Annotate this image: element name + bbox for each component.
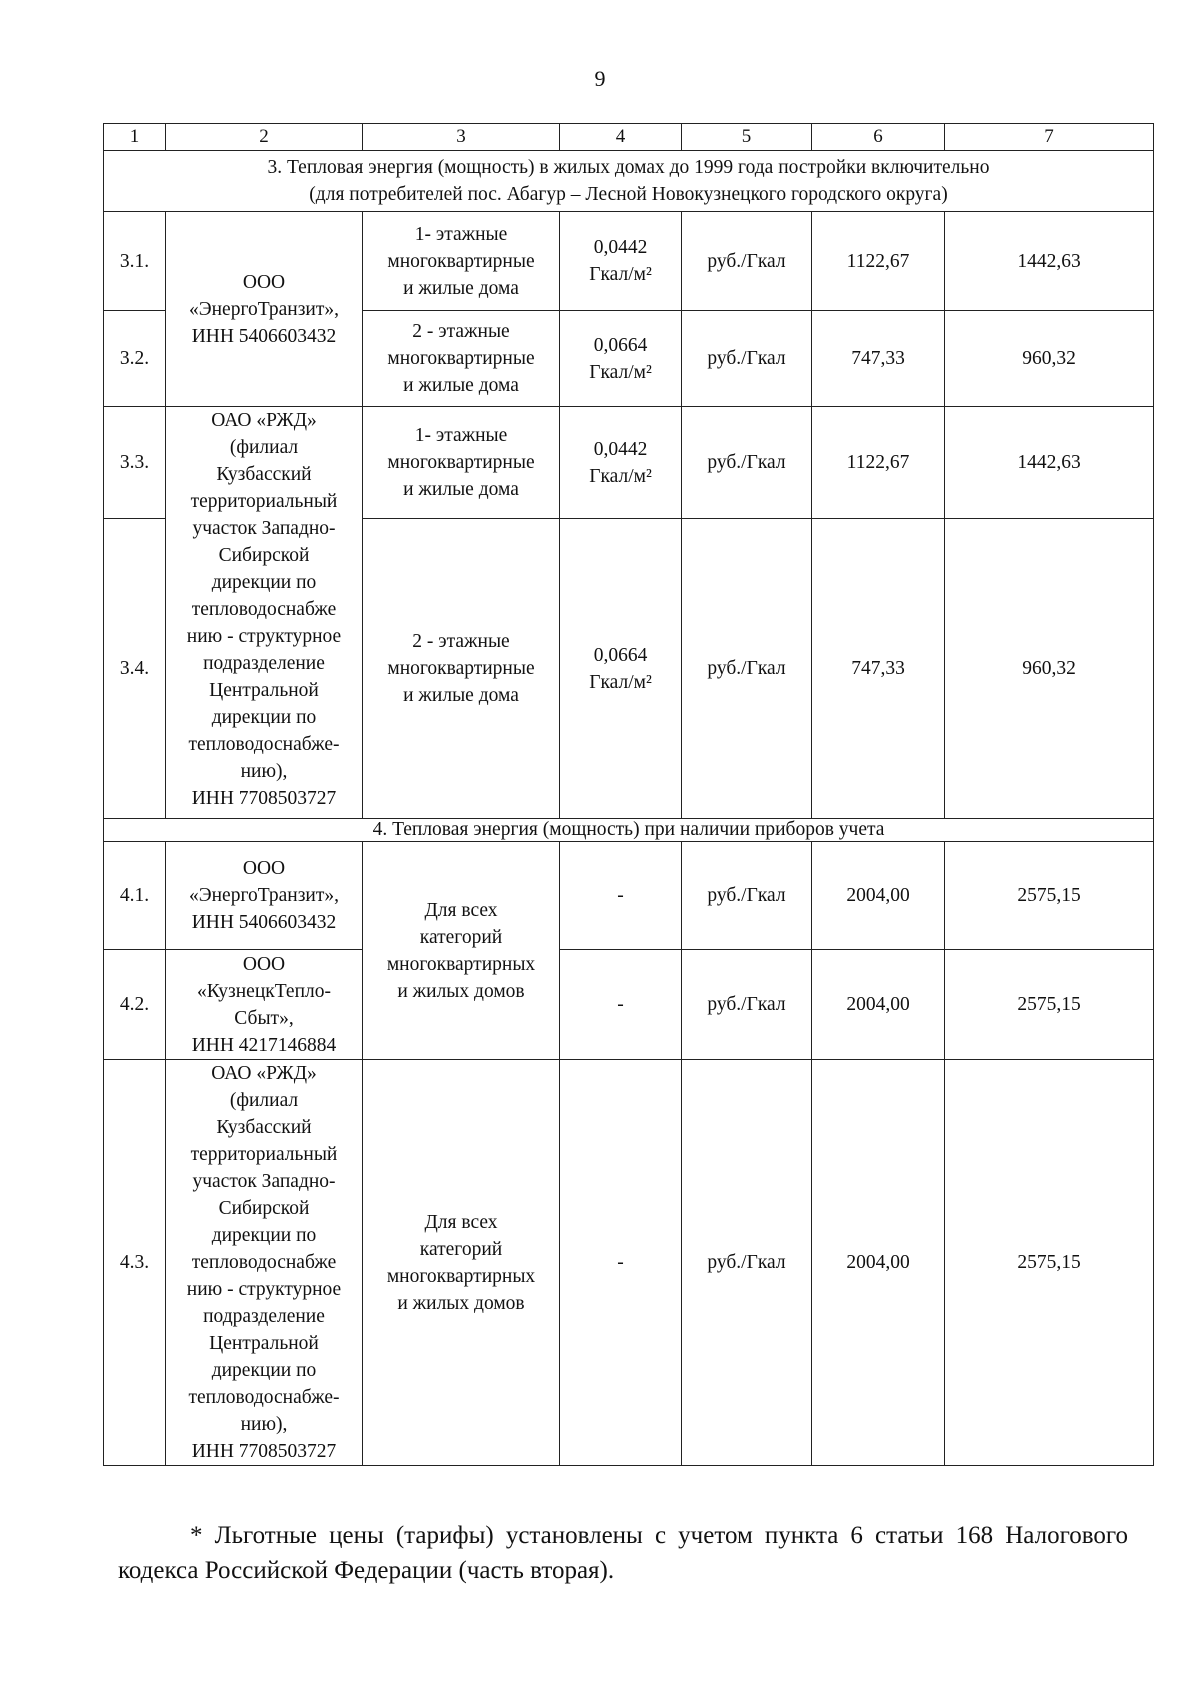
category-cell: Для всех категорий многоквартирных и жилых домов — [363, 842, 560, 1060]
organization-name: ООО «ЭнергоТранзит», ИНН 5406603432 — [188, 271, 340, 347]
table-row — [104, 212, 1154, 311]
price-cell: 2004,00 — [812, 1060, 945, 1466]
price-cell: 2575,15 — [945, 950, 1154, 1060]
norm-cell: 0,0442 Гкал/м² — [560, 407, 682, 519]
price-cell: 747,33 — [812, 311, 945, 407]
price-cell: 1122,67 — [812, 212, 945, 311]
norm-cell: - — [560, 842, 682, 950]
price-cell: 2004,00 — [812, 842, 945, 950]
price-cell: 747,33 — [812, 519, 945, 819]
section-3-title: 3. Тепловая энергия (мощность) в жилых домах до 1999 года постройки включительно (для потребителей пос. Абагур – Лесной Новокузнецкого городского округа) — [267, 157, 990, 205]
table-row — [104, 1060, 1154, 1466]
column-number: 1 — [104, 124, 166, 151]
norm-cell: - — [560, 1060, 682, 1466]
price-cell: 2575,15 — [945, 842, 1154, 950]
price-cell: 2004,00 — [812, 950, 945, 1060]
table-row — [104, 842, 1154, 950]
unit-cell: руб./Гкал — [682, 519, 812, 819]
price-cell: 2575,15 — [945, 1060, 1154, 1466]
section-4-title: 4. Тепловая энергия (мощность) при наличии приборов учета — [104, 819, 1154, 842]
norm-cell: 0,0664 Гкал/м² — [560, 311, 682, 407]
row-number: 3.3. — [104, 407, 166, 519]
organization-name: ООО «ЭнергоТранзит», ИНН 5406603432 — [188, 858, 340, 933]
row-number: 4.1. — [104, 842, 166, 950]
price-cell: 960,32 — [945, 311, 1154, 407]
row-number: 4.3. — [104, 1060, 166, 1466]
organization-cell — [166, 842, 363, 950]
column-number: 4 — [560, 124, 682, 151]
column-number: 2 — [166, 124, 363, 151]
category-cell: 2 - этажные многоквартирные и жилые дома — [363, 311, 560, 407]
column-number: 6 — [812, 124, 945, 151]
column-number-row — [104, 124, 1154, 151]
section-3-header — [104, 151, 1154, 212]
column-number: 3 — [363, 124, 560, 151]
unit-cell: руб./Гкал — [682, 407, 812, 519]
table-row — [104, 407, 1154, 519]
footnote: * Льготные цены (тарифы) установлены с учетом пункта 6 статьи 168 Налогового кодекса Российской Федерации (часть вторая). — [118, 1522, 1128, 1584]
unit-cell: руб./Гкал — [682, 212, 812, 311]
column-number: 5 — [682, 124, 812, 151]
unit-cell: руб./Гкал — [682, 1060, 812, 1466]
table-row — [104, 950, 1154, 1060]
price-cell: 1442,63 — [945, 212, 1154, 311]
organization-name: ООО «КузнецкТепло- Сбыт», ИНН 4217146884 — [191, 953, 337, 1056]
row-number: 3.1. — [104, 212, 166, 311]
organization-cell — [166, 1060, 363, 1466]
price-cell: 1442,63 — [945, 407, 1154, 519]
organization-cell — [166, 212, 363, 407]
category-cell: 2 - этажные многоквартирные и жилые дома — [363, 519, 560, 819]
column-number: 7 — [945, 124, 1154, 151]
unit-cell: руб./Гкал — [682, 842, 812, 950]
unit-cell: руб./Гкал — [682, 311, 812, 407]
section-4-header — [104, 819, 1154, 842]
price-cell: 1122,67 — [812, 407, 945, 519]
unit-cell: руб./Гкал — [682, 950, 812, 1060]
norm-cell: 0,0442 Гкал/м² — [560, 212, 682, 311]
category-cell: 1- этажные многоквартирные и жилые дома — [363, 407, 560, 519]
row-number: 3.4. — [104, 519, 166, 819]
norm-cell: 0,0664 Гкал/м² — [560, 519, 682, 819]
page-number: 9 — [594, 66, 606, 91]
row-number: 3.2. — [104, 311, 166, 407]
category-cell: 1- этажные многоквартирные и жилые дома — [363, 212, 560, 311]
organization-cell — [166, 407, 363, 819]
price-cell: 960,32 — [945, 519, 1154, 819]
organization-name: ОАО «РЖД» (филиал Кузбасский территориальный участок Западно- Сибирской дирекции по тепловодоснабже нию - структурное подразделение Центральной дирекции по тепловодоснабже- нию), ИНН 7708503727 — [186, 410, 342, 809]
organization-cell — [166, 950, 363, 1060]
norm-cell: - — [560, 950, 682, 1060]
row-number: 4.2. — [104, 950, 166, 1060]
organization-name: ОАО «РЖД» (филиал Кузбасский территориальный участок Западно- Сибирской дирекции по тепловодоснабже нию - структурное подразделение Центральной дирекции по тепловодоснабже- нию), ИНН 7708503727 — [186, 1063, 342, 1462]
category-cell: Для всех категорий многоквартирных и жилых домов — [363, 1060, 560, 1466]
tariff-table — [103, 123, 1154, 1466]
